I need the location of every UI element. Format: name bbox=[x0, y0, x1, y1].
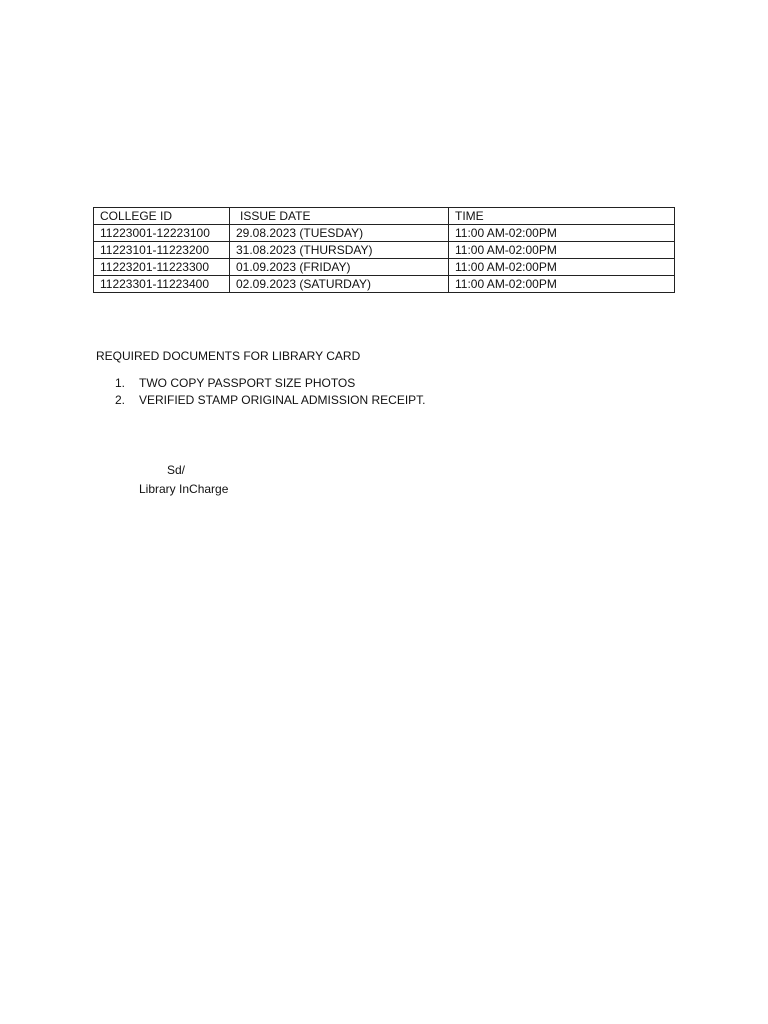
cell-college-id: 11223201-11223300 bbox=[94, 259, 230, 276]
documents-list bbox=[115, 375, 426, 409]
list-item-text: VERIFIED STAMP ORIGINAL ADMISSION RECEIPT. bbox=[139, 393, 426, 407]
list-item-number: 1. bbox=[115, 376, 126, 390]
schedule-table bbox=[93, 207, 675, 293]
list-item bbox=[115, 375, 426, 392]
cell-time: 11:00 AM-02:00PM bbox=[449, 259, 675, 276]
table-header-row bbox=[94, 208, 675, 225]
table-row bbox=[94, 225, 675, 242]
cell-time: 11:00 AM-02:00PM bbox=[449, 225, 675, 242]
signature-mark: Sd/ bbox=[167, 463, 186, 477]
list-item bbox=[115, 392, 426, 409]
cell-college-id: 11223001-12223100 bbox=[94, 225, 230, 242]
table-row bbox=[94, 242, 675, 259]
header-time: TIME bbox=[449, 208, 675, 225]
cell-issue-date: 02.09.2023 (SATURDAY) bbox=[230, 276, 449, 293]
list-item-text: TWO COPY PASSPORT SIZE PHOTOS bbox=[139, 376, 356, 390]
table-row bbox=[94, 259, 675, 276]
table-row bbox=[94, 276, 675, 293]
cell-issue-date: 01.09.2023 (FRIDAY) bbox=[230, 259, 449, 276]
cell-time: 11:00 AM-02:00PM bbox=[449, 276, 675, 293]
cell-college-id: 11223101-11223200 bbox=[94, 242, 230, 259]
header-college-id: COLLEGE ID bbox=[94, 208, 230, 225]
list-item-number: 2. bbox=[115, 393, 126, 407]
cell-college-id: 11223301-11223400 bbox=[94, 276, 230, 293]
cell-issue-date: 31.08.2023 (THURSDAY) bbox=[230, 242, 449, 259]
signatory-title: Library InCharge bbox=[139, 482, 229, 496]
cell-time: 11:00 AM-02:00PM bbox=[449, 242, 675, 259]
cell-issue-date: 29.08.2023 (TUESDAY) bbox=[230, 225, 449, 242]
documents-heading: REQUIRED DOCUMENTS FOR LIBRARY CARD bbox=[96, 349, 361, 363]
header-issue-date: ISSUE DATE bbox=[230, 208, 449, 225]
